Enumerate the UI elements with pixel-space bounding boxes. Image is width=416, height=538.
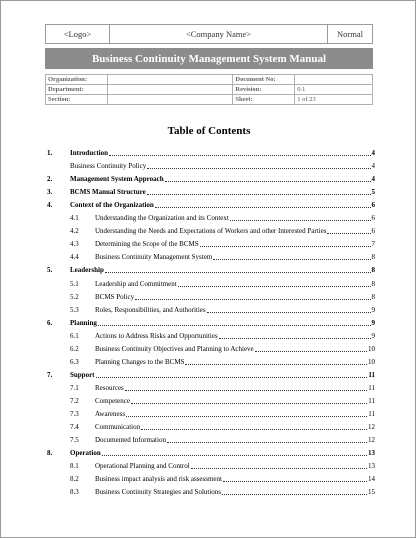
toc-leader-dots: [102, 448, 367, 456]
toc-entry-text: [95, 474, 375, 485]
toc-leader-dots: [185, 357, 367, 365]
toc-entry-label: Determining the Scope of the BCMS: [95, 240, 199, 249]
toc-leader-dots: [255, 344, 367, 352]
revision-label: Revision:: [233, 85, 295, 95]
department-value: [107, 85, 232, 95]
toc-entry[interactable]: [1, 422, 416, 433]
toc-entry-number: 2.: [47, 175, 53, 184]
toc-entry-text: [95, 383, 375, 394]
meta-row: [46, 95, 373, 105]
toc-entry-label: Understanding the Organization and its Context: [95, 214, 229, 223]
toc-entry-page: 13: [368, 462, 375, 471]
toc-entry-number: 5.2: [70, 292, 79, 301]
toc-entry-text: [70, 370, 375, 381]
toc-entry-number: 8.: [47, 449, 53, 458]
toc-entry-number: 6.2: [70, 344, 79, 353]
toc-entry[interactable]: [1, 461, 416, 472]
toc-entry-label: Roles, Responsibilities, and Authorities: [95, 305, 206, 314]
toc-entry-label: Leadership and Commitment: [95, 279, 177, 288]
toc-entry-label: Business Continuity Objectives and Planning to Achieve: [95, 344, 254, 353]
toc-entry-number: 7.4: [70, 423, 79, 432]
revision-value: 0.1: [295, 85, 373, 95]
toc-entry-page: 10: [368, 344, 375, 353]
toc-entry[interactable]: [1, 331, 416, 342]
toc-entry[interactable]: [1, 161, 416, 172]
toc-entry-text: [95, 331, 375, 342]
toc-entry-text: [95, 357, 375, 368]
toc-entry-number: 4.: [47, 201, 53, 210]
toc-entry-text: [70, 200, 375, 211]
toc-entry-page: 8: [371, 279, 375, 288]
toc-entry-page: 4: [371, 175, 375, 184]
toc-entry-text: [95, 305, 375, 316]
organization-value: [107, 75, 232, 85]
department-label: Department:: [46, 85, 108, 95]
toc-entry-number: 7.2: [70, 396, 79, 405]
toc-entry-text: [95, 279, 375, 290]
toc-entry[interactable]: [1, 448, 416, 459]
toc-entry-label: Leadership: [70, 266, 104, 275]
toc-leader-dots: [219, 331, 371, 339]
toc-leader-dots: [131, 396, 367, 404]
toc-entry-page: 4: [371, 162, 375, 171]
toc-entry-label: Business Continuity Management System: [95, 253, 213, 262]
toc-entry-page: 6: [371, 214, 375, 223]
toc-entry-label: Planning: [70, 318, 97, 327]
toc-leader-dots: [109, 148, 371, 156]
toc-entry-number: 6.1: [70, 331, 79, 340]
toc-entry-page: 12: [368, 436, 375, 445]
toc-entry-label: Planning Changes to the BCMS: [95, 357, 185, 366]
toc-entry-text: [70, 148, 375, 159]
toc-entry-page: 5: [371, 188, 375, 197]
toc-entry-page: 8: [371, 292, 375, 301]
toc-entry-label: Business Continuity Strategies and Solutions: [95, 488, 222, 497]
toc-leader-dots: [200, 239, 371, 247]
toc-entry-page: 14: [368, 475, 375, 484]
toc-entry-page: 9: [371, 318, 375, 327]
toc-entry-label: Competence: [95, 396, 130, 405]
toc-entry-label: Documented Information: [95, 436, 166, 445]
toc-entry[interactable]: [1, 226, 416, 237]
toc-entry-number: 4.3: [70, 240, 79, 249]
toc-entry-label: Resources: [95, 383, 124, 392]
toc-entry-label: Operational Planning and Control: [95, 462, 190, 471]
toc-entry[interactable]: [1, 174, 416, 185]
toc-entry-text: [95, 239, 375, 250]
toc-entry-number: 5.1: [70, 279, 79, 288]
toc-entry-number: 4.2: [70, 227, 79, 236]
meta-row: [46, 85, 373, 95]
toc-entry-page: 12: [368, 423, 375, 432]
toc-leader-dots: [147, 187, 371, 195]
toc-entry-number: 7.5: [70, 436, 79, 445]
document-no-label: Document No:: [233, 75, 295, 85]
toc-entry[interactable]: [1, 344, 416, 355]
toc-leader-dots: [222, 487, 367, 495]
toc-entry-text: [95, 226, 375, 237]
toc-entry-label: Understanding the Needs and Expectations of Workers and other Interested Parties: [95, 227, 327, 236]
toc-entry-text: [70, 174, 375, 185]
toc-entry[interactable]: [1, 370, 416, 381]
toc-entry-page: 8: [371, 253, 375, 262]
logo-placeholder: <Logo>: [46, 25, 110, 43]
organization-label: Organization:: [46, 75, 108, 85]
sheet-value: 1 of 23: [295, 95, 373, 105]
toc-entry[interactable]: [1, 305, 416, 316]
toc-entry-label: Support: [70, 370, 95, 379]
toc-entry-number: 7.: [47, 370, 53, 379]
toc-entry-number: 7.3: [70, 410, 79, 418]
toc-leader-dots: [125, 383, 367, 391]
toc-leader-dots: [105, 265, 371, 273]
toc-leader-dots: [98, 318, 371, 326]
toc-entry-label: BCMS Policy: [95, 292, 135, 301]
toc-entry-page: 6: [371, 201, 375, 210]
toc-entry[interactable]: [1, 318, 416, 329]
toc-entry[interactable]: [1, 148, 416, 159]
document-meta-table: [45, 74, 373, 105]
toc-entry-number: 4.1: [70, 214, 79, 223]
toc-entry-page: 4: [371, 149, 375, 157]
toc-entry[interactable]: [1, 200, 416, 211]
toc-entry-label: Business impact analysis and risk assessment: [95, 475, 222, 484]
toc-entry-text: [95, 252, 375, 263]
toc-entry-label: Awareness: [95, 410, 126, 418]
section-label: Section:: [46, 95, 108, 105]
toc-entry-page: 11: [368, 396, 375, 405]
toc-entry[interactable]: [1, 265, 416, 276]
toc-entry[interactable]: [1, 435, 416, 446]
document-title-banner: Business Continuity Management System Manual: [45, 48, 373, 69]
toc-entry[interactable]: [1, 292, 416, 303]
section-value: [107, 95, 232, 105]
toc-leader-dots: [155, 200, 371, 208]
toc-entry-label: Communication: [95, 423, 141, 432]
toc-entry[interactable]: [1, 487, 416, 498]
toc-leader-dots: [230, 213, 371, 221]
meta-row: [46, 75, 373, 85]
toc-entry-number: 6.3: [70, 357, 79, 366]
toc-entry-text: [95, 487, 375, 498]
toc-entry[interactable]: [1, 213, 416, 224]
toc-entry-number: 8.3: [70, 488, 79, 497]
toc-entry-page: 7: [371, 240, 375, 249]
toc-entry[interactable]: [1, 357, 416, 368]
toc-entry-text: [70, 161, 375, 172]
toc-entry-label: Actions to Address Risks and Opportunities: [95, 331, 218, 340]
toc-entry-label: Context of the Organization: [70, 201, 154, 210]
toc-entry-page: 9: [371, 331, 375, 340]
toc-entry-text: [95, 422, 375, 433]
company-name: <Company Name>: [110, 25, 328, 43]
toc-entry-text: [70, 318, 375, 329]
toc-entry-text: [70, 265, 375, 276]
toc-entry-number: 8.1: [70, 462, 79, 471]
toc-entry[interactable]: [1, 474, 416, 485]
toc-entry-label: Introduction: [70, 149, 108, 157]
toc-entry-label: Management System Approach: [70, 175, 164, 184]
toc-entry-label: Business Continuity Policy: [70, 162, 147, 171]
toc-entry[interactable]: [1, 383, 416, 394]
toc-entry-text: [95, 409, 375, 420]
toc-entry-page: 13: [368, 449, 375, 458]
toc-entry-text: [95, 344, 375, 355]
toc-leader-dots: [147, 161, 370, 169]
toc-entry-number: 3.: [47, 188, 53, 197]
toc-entry-number: 5.: [47, 266, 53, 275]
toc-leader-dots: [178, 279, 371, 287]
toc-entry-text: [95, 435, 375, 446]
toc-entry-page: 10: [368, 357, 375, 366]
toc-entry-page: 11: [368, 383, 375, 392]
document-header: [45, 24, 373, 44]
sheet-label: Sheet:: [233, 95, 295, 105]
toc-entry[interactable]: [1, 187, 416, 198]
toc-entry-text: [95, 213, 375, 224]
toc-entry-page: 6: [371, 227, 375, 236]
toc-entry-page: 9: [371, 305, 375, 314]
toc-entry-text: [95, 292, 375, 303]
toc-leader-dots: [167, 435, 367, 443]
toc-leader-dots: [126, 409, 367, 417]
toc-entry[interactable]: [1, 252, 416, 263]
toc-entry[interactable]: [1, 396, 416, 407]
toc-entry-page: 15: [368, 488, 375, 497]
toc-entry-number: 5.3: [70, 305, 79, 314]
toc-entry-number: 7.1: [70, 383, 79, 392]
toc-leader-dots: [135, 292, 370, 300]
toc-entry-text: [70, 448, 375, 459]
toc-entry-text: [95, 461, 375, 472]
toc-entry-text: [95, 396, 375, 407]
document-no-value: [295, 75, 373, 85]
toc-leader-dots: [213, 252, 370, 260]
toc-entry-number: 6.: [47, 318, 53, 327]
toc-leader-dots: [165, 174, 371, 182]
toc-entry-label: Operation: [70, 449, 101, 458]
toc-entry-number: 1.: [47, 149, 53, 157]
toc-entry-page: 11: [368, 410, 375, 418]
toc-leader-dots: [191, 461, 367, 469]
classification-label: Normal: [337, 29, 363, 39]
toc-leader-dots: [141, 422, 367, 430]
toc-entry-number: 8.2: [70, 475, 79, 484]
toc-entry[interactable]: [1, 279, 416, 290]
toc-entry[interactable]: [1, 239, 416, 250]
toc-entry-number: 4.4: [70, 253, 79, 262]
toc-entry-page: 8: [371, 266, 375, 275]
toc-entry-text: [70, 187, 375, 198]
toc-entry[interactable]: [1, 409, 416, 420]
toc-leader-dots: [327, 226, 370, 234]
toc-leader-dots: [96, 370, 368, 378]
toc-leader-dots: [207, 305, 371, 313]
toc-entry-label: BCMS Manual Structure: [70, 188, 146, 197]
toc-entry-page: 11: [368, 370, 375, 379]
toc-leader-dots: [223, 474, 367, 482]
toc-title: Table of Contents: [167, 125, 251, 137]
